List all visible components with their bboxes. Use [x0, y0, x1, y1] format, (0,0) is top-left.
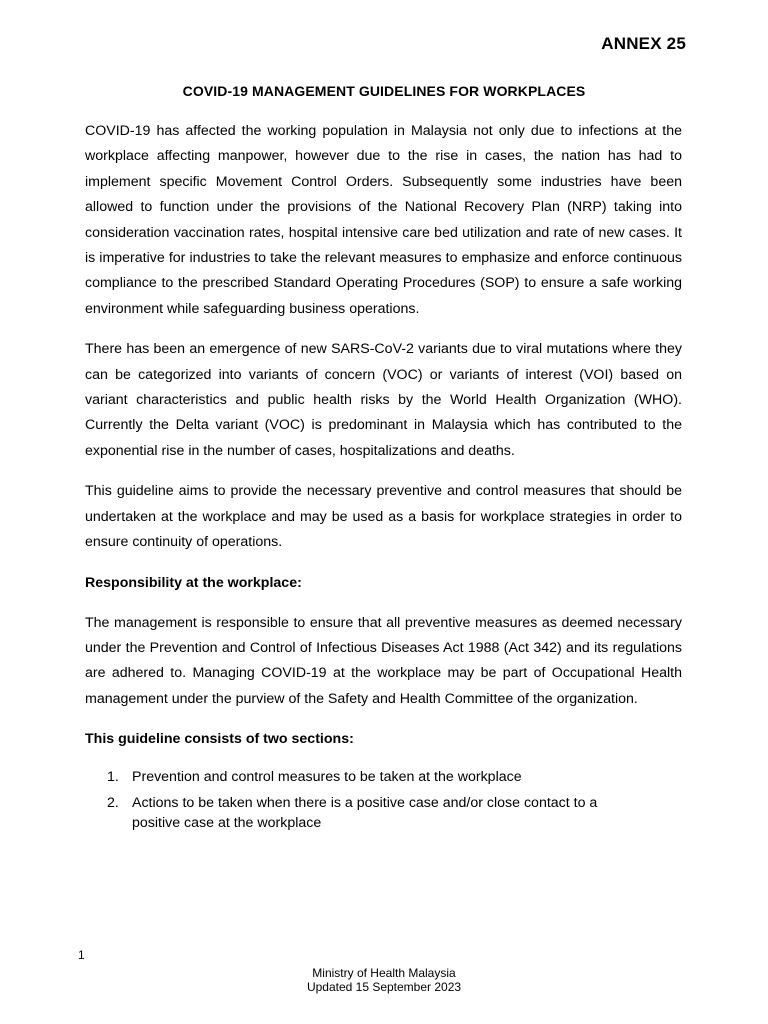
page-number: 1: [78, 948, 85, 962]
responsibility-paragraph: The management is responsible to ensure that all preventive measures as deemed necessary under the Prevention and Control of Infectious Diseases Act 1988 (Act 342) and its regulations are adhered to. Managing COVID-19 at the workplace may be part of Occupational Health management under the purview of the Safety and Health Committee of the organization.: [85, 614, 682, 707]
list-item-text: Actions to be taken when there is a positive case and/or close contact to a positive case at the workplace: [132, 795, 598, 832]
sections-list: [85, 767, 682, 833]
responsibility-heading: Responsibility at the workplace:: [85, 574, 302, 591]
purpose-paragraph: This guideline aims to provide the necessary preventive and control measures that should be undertaken at the workplace and may be used as a basis for workplace strategies in order to ensure continuity of operations.: [85, 483, 682, 551]
document-body: [85, 119, 682, 839]
list-item: [85, 767, 682, 787]
list-item-text: Prevention and control measures to be taken at the workplace: [132, 769, 522, 786]
sections-heading: This guideline consists of two sections:: [85, 731, 354, 748]
list-item-number: 1.: [107, 769, 119, 786]
annex-label: ANNEX 25: [601, 34, 686, 53]
list-item: [85, 793, 682, 833]
footer-organization: Ministry of Health Malaysia: [312, 966, 456, 980]
footer-updated-date: Updated 15 September 2023: [306, 980, 462, 994]
document-title: COVID-19 MANAGEMENT GUIDELINES FOR WORKPLACES: [182, 83, 586, 99]
variants-paragraph: There has been an emergence of new SARS-CoV-2 variants due to viral mutations where they can be categorized into variants of concern (VOC) or variants of interest (VOI) based on variant characteristics and public health risks by the World Health Organization (WHO). Currently the Delta variant (VOC) is predominant in Malaysia which has contributed to the exponential rise in the number of cases, hospitalizations and deaths.: [85, 341, 682, 459]
intro-paragraph: COVID-19 has affected the working population in Malaysia not only due to infections at the workplace affecting manpower, however due to the rise in cases, the nation has had to implement specific Movement Control Orders. Subsequently some industries have been allowed to function under the provisions of the National Recovery Plan (NRP) taking into consideration vaccination rates, hospital intensive care bed utilization and rate of new cases. It is imperative for industries to take the relevant measures to emphasize and enforce continuous compliance to the prescribed Standard Operating Procedures (SOP) to ensure a safe working environment while safeguarding business operations.: [85, 123, 682, 317]
list-item-number: 2.: [107, 795, 119, 812]
page-footer: [0, 966, 768, 994]
